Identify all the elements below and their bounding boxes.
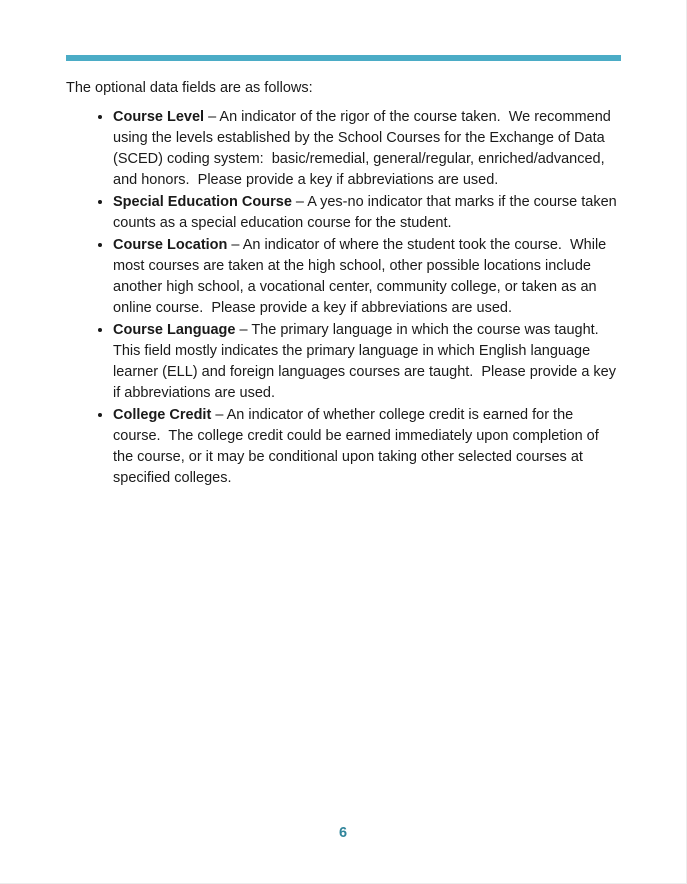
list-item-course-language xyxy=(113,319,622,404)
bullet-text: – An indicator of where the student took the course. While most courses are taken at the high school, other possible locations include another high school, a vocational center, community college, or taken as an online course. Please provide a key if abbreviations are used. xyxy=(113,237,611,316)
bullet-term: Special Education Course xyxy=(113,194,292,210)
bullet-term: Course Level xyxy=(113,109,205,125)
page-content xyxy=(66,78,622,489)
bullet-term: Course Location xyxy=(113,237,228,253)
list-item-special-education-course xyxy=(113,191,622,234)
list-item-course-level xyxy=(113,106,622,191)
bullet-text: – A yes-no indicator that marks if the course taken counts as a special education course for the student. xyxy=(113,194,621,231)
bullet-term: Course Language xyxy=(113,322,236,338)
page-footer xyxy=(0,824,686,842)
bullet-text: – The primary language in which the course was taught. This field mostly indicates the primary language in which English language learner (ELL) and foreign languages courses are taught. Please provide a key if abbreviations are used. xyxy=(113,322,621,401)
list-item-course-location xyxy=(113,234,622,319)
intro-paragraph: The optional data fields are as follows: xyxy=(66,80,313,96)
bullet-term: College Credit xyxy=(113,407,212,423)
page-number: 6 xyxy=(338,825,348,841)
optional-fields-list xyxy=(66,106,622,489)
bullet-text: – An indicator of the rigor of the course taken. We recommend using the levels established by the School Courses for the Exchange of Data (SCED) coding system: basic/remedial, general/regular, enriched/advanced, and honors. Please provide a key if abbreviations are used. xyxy=(113,109,615,188)
list-item-college-credit xyxy=(113,404,622,489)
header-accent-bar xyxy=(66,55,621,61)
bullet-text: – An indicator of whether college credit is earned for the course. The college credit could be earned immediately upon completion of the course, or it may be conditional upon taking other selected courses at specified colleges. xyxy=(113,407,603,486)
